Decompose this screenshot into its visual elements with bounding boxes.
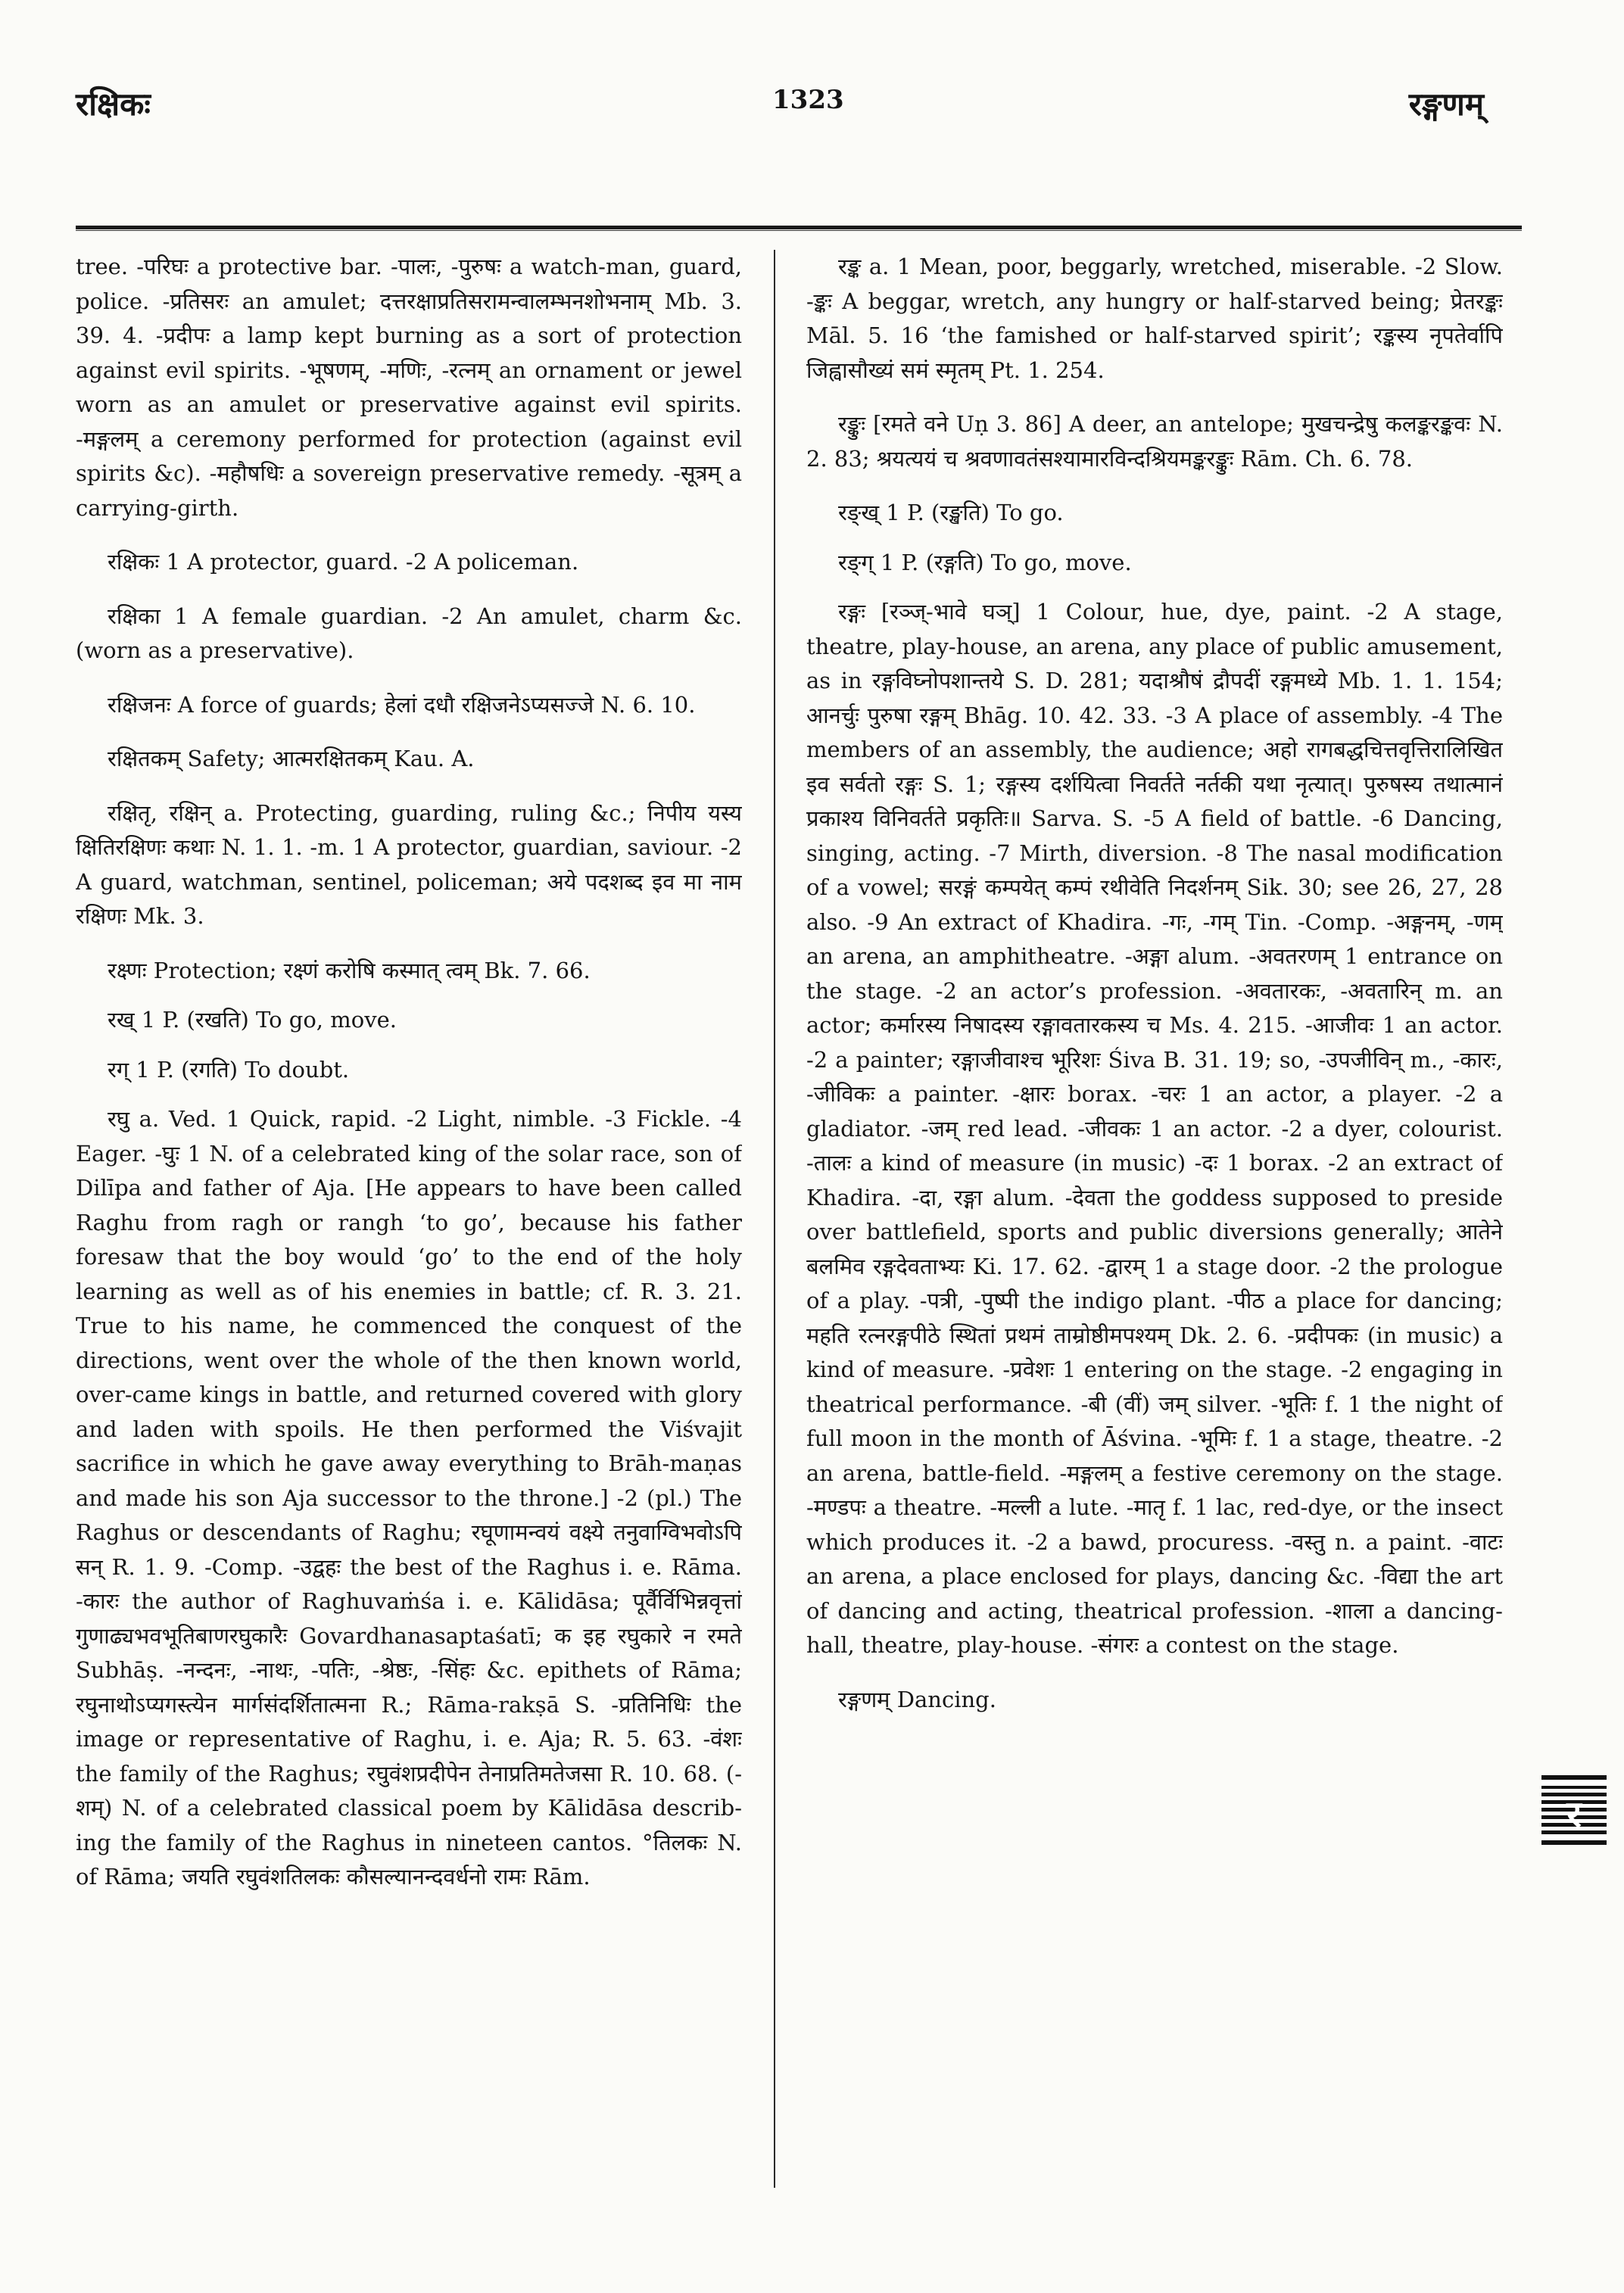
dictionary-entry: रक्ष्णः Protection; रक्ष्णं करोषि कस्मात् त्वम् Bk. 7. 66. <box>108 957 591 983</box>
right-column <box>806 250 1503 2195</box>
dictionary-entry: रङ्क a. 1 Mean, poor, beggarly, wretched, miserable. -2 Slow. -ङ्कः A beggar, wretch, any hungry or half-starved being; प्रेतरङ्कः Māl. 5. 16 ‘the famished or half-starved spirit’; रङ्कस्य नृपतेर्वापि जिह्वासौख्यं समं स्मृतम् Pt. 1. 254. <box>806 254 1503 383</box>
column-divider <box>774 250 775 2188</box>
dictionary-entry: रक्षिका 1 A female guardian. -2 An amulet, charm &c. (worn as a preservative). <box>76 603 742 663</box>
dictionary-entry: रङ्गणम् Dancing. <box>838 1686 996 1712</box>
dictionary-entry: tree. -परिघः a protective bar. -पालः, -पुरुषः a watch-man, guard, police. -प्रतिसरः an amulet; दत्तरक्षाप्रतिसरामन्वालम्भनशोभनाम् Mb. 3. 39. 4. -प्रदीपः a lamp kept burning as a sort of protection against evil spirits. -भूषणम्, -मणिः, -रत्नम् an ornament or jewel worn as an amulet or preservative against evil spirits. -मङ्गलम् a ceremony performed for protection (against evil spirits &c). -महौषधिः a sovereign preservative remedy. -सूत्रम् a carrying-girth. <box>76 254 742 521</box>
thumb-index-tab <box>1541 1775 1607 1845</box>
dictionary-entry: रख् 1 P. (रखति) To go, move. <box>108 1007 397 1033</box>
dictionary-entry: रक्षितृ, रक्षिन् a. Protecting, guarding, ruling &c.; निपीय यस्य क्षितिरक्षिणः कथाः N. 1. 1. -m. 1 A protector, guardian, saviour. -2 A guard, watchman, sentinel, policeman; अये पदशब्द इव मा नाम रक्षिणः Mk. 3. <box>76 799 742 929</box>
right-guide-word: रङ्गणम् <box>1408 86 1484 123</box>
page-header <box>76 82 1514 127</box>
left-guide-word: रक्षिकः <box>76 86 151 123</box>
dictionary-entry: रक्षिकः 1 A protector, guard. -2 A policeman. <box>108 549 579 575</box>
thumb-index-letter: र <box>1566 1793 1582 1836</box>
header-rule <box>76 226 1522 229</box>
page-number: 1323 <box>772 85 844 115</box>
dictionary-entry: रङ्कुः [रमते वने Uṇ 3. 86] A deer, an antelope; मुखचन्द्रेषु कलङ्करङ्कवः N. 2. 83; श्रयत्ययं च श्रवणावतंसश्यामारविन्दश्रियमङ्करङ्कुः Rām. Ch. 6. 78. <box>806 411 1503 472</box>
left-column <box>76 250 742 2195</box>
header-rule-thin <box>76 230 1522 231</box>
dictionary-entry: रक्षितकम् Safety; आत्मरक्षितकम् Kau. A. <box>108 746 475 771</box>
dictionary-entry: रक्षिजनः A force of guards; हेलां दधौ रक्षिजनेऽप्यसज्जे N. 6. 10. <box>108 691 696 718</box>
dictionary-entry: रग् 1 P. (रगति) To doubt. <box>108 1056 350 1083</box>
dictionary-entry: रङ्गः [रञ्ज्-भावे घञ्] 1 Colour, hue, dye, paint. -2 A stage, theatre, play-house, an arena, any place of public amusement, as in रङ्गविघ्नोपशान्तये S. D. 281; यदाश्रौषं द्रौपदीं रङ्गमध्ये Mb. 1. 1. 154; आनर्चुः पुरुषा रङ्गम् Bhāg. 10. 42. 33. -3 A place of assembly. -4 The members of an assembly, the audience; अहो रागबद्धचित्तवृत्तिरालिखित इव सर्वतो रङ्गः S. 1; रङ्गस्य दर्शयित्वा निवर्तते नर्तकी यथा नृत्यात्। पुरुषस्य तथात्मानं प्रकाश्य विनिवर्तते प्रकृतिः॥ Sarva. S. -5 A field of battle. -6 Dancing, singing, acting. -7 Mirth, diversion. -8 The nasal modification of a vowel; सरङ्गं कम्पयेत् कम्पं रथीवेति निदर्शनम् Sik. 30; see 26, 27, 28 also. -9 An extract of Khadira. -गः, -गम् Tin. -Comp. -अङ्गनम्, -णम् an arena, an amphitheatre. -अङ्गा alum. -अवतरणम् 1 entrance on the stage. -2 an actor’s profession. -अवतारकः, -अवतारिन् m. an actor; कर्मारस्य निषादस्य रङ्गावतारकस्य च Ms. 4. 215. -आजीवः 1 an actor. -2 a painter; रङ्गाजीवाश्च भूरिशः Śiva B. 31. 19; so, -उपजीविन् m., -कारः, -जीविकः a painter. -क्षारः borax. -चरः 1 an actor, a player. -2 a gladiator. -जम् red lead. -जीवकः 1 an actor. -2 a dyer, colourist. -तालः a kind of measure (in music) -दः 1 borax. -2 an extract of Khadira. -दा, रङ्गा alum. -देवता the goddess supposed to preside over battlefield, sports and public diversions generally; आतेने बलमिव रङ्गदेवताभ्यः Ki. 17. 62. -द्वारम् 1 a stage door. -2 the prologue of a play. -पत्री, -पुष्पी the indigo plant. -पीठ a place for dancing; महति रत्नरङ्गपीठे स्थितां प्रथमं ताम्रोष्ठीमपश्यम् Dk. 2. 6. -प्रदीपकः (in music) a kind of measure. -प्रवेशः 1 entering on the stage. -2 engaging in theatrical performance. -बी (वीं) जम् silver. -भूतिः f. 1 the night of full moon in the month of Āśvina. -भूमिः f. 1 a stage, theatre. -2 an arena, battle-field. -मङ्गलम् a festive ceremony on the stage. -मण्डपः a theatre. -मल्ली a lute. -मातृ f. 1 lac, red-dye, or the insect which produces it. -2 a bawd, procuress. -वस्तु n. a paint. -वाटः an arena, a place enclosed for plays, dancing &c. -विद्या the art of dancing and acting, theatrical profession. -शाला a dancing-hall, theatre, play-house. -संगरः a contest on the stage. <box>806 599 1503 1658</box>
dictionary-entry: रङ्ग् 1 P. (रङ्गति) To go, move. <box>838 549 1132 575</box>
dictionary-entry: रङ्ख् 1 P. (रङ्खति) To go. <box>838 500 1064 525</box>
dictionary-entry: रघु a. Ved. 1 Quick, rapid. -2 Light, nimble. -3 Fickle. -4 Eager. -घुः 1 N. of a celebrated king of the solar race, son of Dilīpa and father of Aja. [He appears to have been called Raghu from ragh or rangh ‘to go’, because his father foresaw that the boy would ‘go’ to the end of the holy learning as well as of his enemies in battle; cf. R. 3. 21. True to his name, he commenced the conquest of the directions, went over the whole of the then known world, over-came kings in battle, and returned covered with glory and laden with spoils. He then performed the Viśvajit sacrifice in which he gave away everything to Brāh-maṇas and made his son Aja successor to the throne.] -2 (pl.) The Raghus or descendants of Raghu; रघूणामन्वयं वक्ष्ये तनुवाग्विभवोऽपि सन् R. 1. 9. -Comp. -उद्वहः the best of the Raghus i. e. Rāma. -कारः the author of Raghuvaṁśa i. e. Kālidāsa; पूर्वैर्विभिन्नवृत्तां गुणाढ्यभवभूतिबाणरघुकारैः Govardhanasaptaśatī; क इह रघुकारे न रमते Subhāṣ. -नन्दनः, -नाथः, -पतिः, -श्रेष्ठः, -सिंहः &c. epithets of Rāma; रघुनाथोऽप्यगस्त्येन मार्गसंदर्शितात्मना R.; Rāma-rakṣā S. -प्रतिनिधिः the image or representative of Raghu, i. e. Aja; R. 5. 63. -वंशः the family of the Raghus; रघुवंशप्रदीपेन तेनाप्रतिमतेजसा R. 10. 68. (-शम्) N. of a celebrated classical poem by Kālidāsa describ-ing the family of the Raghus in nineteen cantos. °तिलकः N. of Rāma; जयति रघुवंशतिलकः कौसल्यानन्दवर्धनो रामः Rām. <box>76 1106 742 1890</box>
